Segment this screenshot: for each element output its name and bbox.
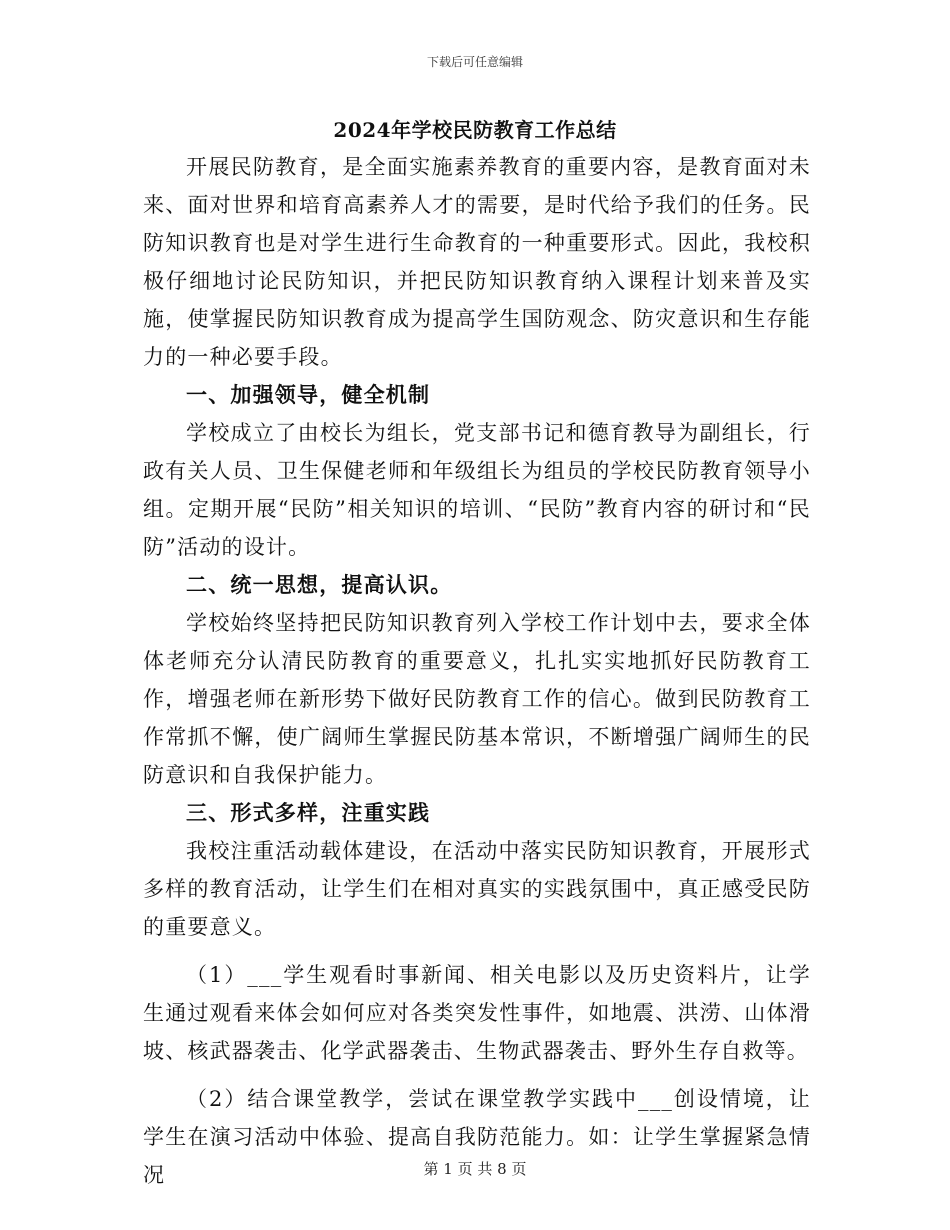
section-heading-2: 二、统一思想，提高认识。 [186,572,453,597]
list-item-1: （1）___学生观看时事新闻、相关电影以及历史资料片，让学生通过观看来体会如何应对各类突发性事件，如地震、洪涝、山体滑坡、核武器袭击、化学武器袭击、生物武器袭击、野外生存自救等。 [143,963,811,1063]
document-title: 2024年学校民防教育工作总结 [333,118,617,142]
section-heading-3: 三、形式多样，注重实践 [186,800,431,825]
header-note: 下载后可任意编辑 [426,55,523,69]
section-paragraph-3: 我校注重活动载体建设，在活动中落实民防知识教育，开展形式多样的教育活动，让学生们在相对真实的实践氛围中，真正感受民防的重要意义。 [143,839,811,939]
list-item-2: （2）结合课堂教学，尝试在课堂教学实践中___创设情境，让学生在演习活动中体验、提高自我防范能力。如：让学生掌握紧急情况 [143,1087,811,1187]
intro-paragraph: 开展民防教育，是全面实施素养教育的重要内容，是教育面对未来、面对世界和培育高素养人才的需要，是时代给予我们的任务。民防知识教育也是对学生进行生命教育的一种重要形式。因此，我校积极仔细地讨论民防知识，并把民防知识教育纳入课程计划来普及实施，使掌握民防知识教育成为提高学生国防观念、防灾意识和生存能力的一种必要手段。 [143,155,811,369]
section-heading-1: 一、加强领导，健全机制 [186,382,431,407]
section-paragraph-1: 学校成立了由校长为组长，党支部书记和德育教导为副组长，行政有关人员、卫生保健老师和年级组长为组员的学校民防教育领导小组。定期开展“民防”相关知识的培训、“民防”教育内容的研讨和“民防”活动的设计。 [143,421,811,559]
page-number: 第 1 页 共 8 页 [423,1160,527,1178]
document-body [143,148,811,1194]
section-paragraph-2: 学校始终坚持把民防知识教育列入学校工作计划中去，要求全体体老师充分认清民防教育的重要意义，扎扎实实地抓好民防教育工作，增强老师在新形势下做好民防教育工作的信心。做到民防教育工作常抓不懈，使广阔师生掌握民防基本常识，不断增强广阔师生的民防意识和自我保护能力。 [143,611,811,787]
